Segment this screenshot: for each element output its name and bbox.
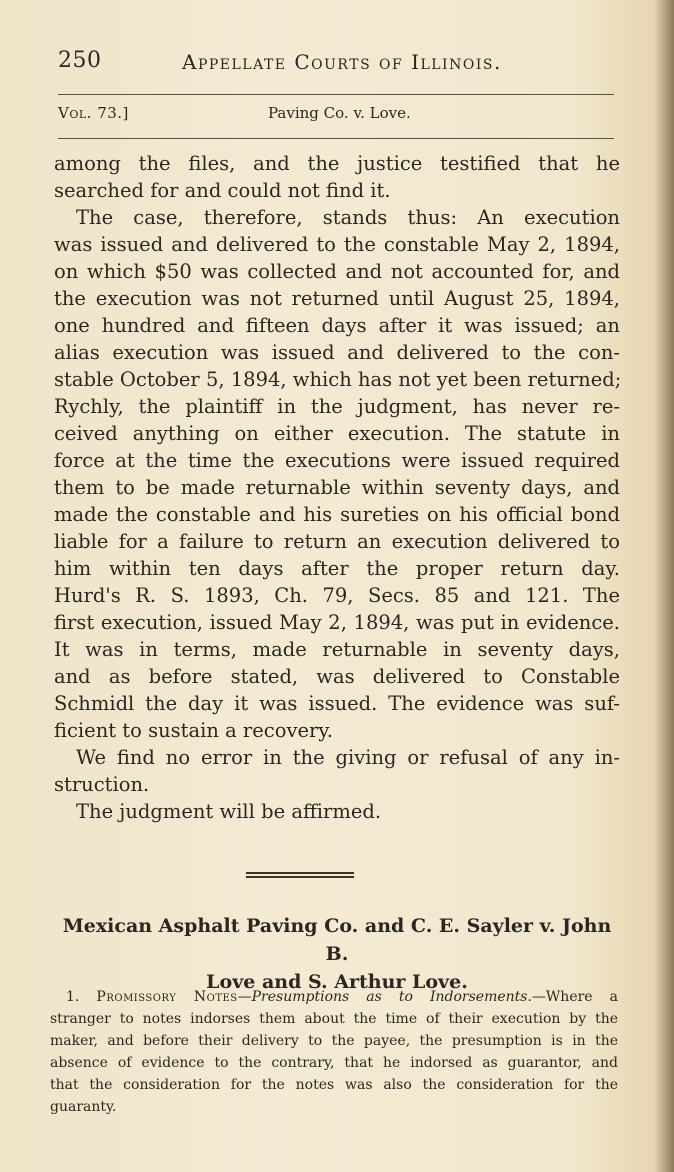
headnote-line: maker, and before their delivery to the payee, the presumption is in the xyxy=(50,1033,618,1049)
opinion-line: We find no error in the giving or refusal of any in- xyxy=(76,746,620,769)
opinion-line: stable October 5, 1894, which has not yet been returned; xyxy=(54,368,622,391)
journal-title: Appellate Courts of Illinois. xyxy=(182,50,502,74)
opinion-line: the execution was not returned until August 25, 1894, xyxy=(54,287,620,310)
opinion-line: searched for and could not find it. xyxy=(54,179,391,202)
headnote-first-line-rest: Where a xyxy=(545,989,618,1005)
opinion-line: Hurd's R. S. 1893, Ch. 79, Secs. 85 and 121. The xyxy=(54,584,620,607)
running-head xyxy=(58,48,520,82)
headnote-line: that the consideration for the notes was also the consideration for the xyxy=(50,1077,618,1093)
case-short-title: Paving Co. v. Love. xyxy=(268,104,411,122)
opinion-line: and as before stated, was delivered to Constable xyxy=(54,665,620,688)
opinion-line: ficient to sustain a recovery. xyxy=(54,719,333,742)
header-rule xyxy=(58,94,614,95)
opinion-text xyxy=(54,150,620,825)
opinion-line: first execution, issued May 2, 1894, was put in evidence. xyxy=(54,611,620,634)
opinion-line: liable for a failure to return an execution delivered to xyxy=(54,530,620,553)
headnote xyxy=(50,986,618,1118)
headnote-line: stranger to notes indorses them about the time of their execution by the xyxy=(50,1011,618,1027)
opinion-line: was issued and delivered to the constable May 2, 1894, xyxy=(54,233,620,256)
opinion-line: them to be made returnable within seventy days, and xyxy=(54,476,620,499)
case-title-line: Love and S. Arthur Love. xyxy=(206,971,468,993)
headnote-subtopic: Presumptions as to Indorsements. xyxy=(251,989,532,1005)
opinion-line: The case, therefore, stands thus: An execution xyxy=(76,206,620,229)
opinion-line: It was in terms, made returnable in seventy days, xyxy=(54,638,620,661)
headnote-topic: Promissory Notes xyxy=(96,989,238,1005)
sub-header xyxy=(58,104,614,128)
headnote-line: guaranty. xyxy=(50,1099,117,1115)
case-title-line: Mexican Asphalt Paving Co. and C. E. Sayler v. John B. xyxy=(62,915,612,965)
opinion-line: The judgment will be affirmed. xyxy=(76,800,382,823)
section-divider xyxy=(246,872,354,878)
sub-header-rule xyxy=(58,138,614,139)
headnote-first-line: 1. Promissory Notes—Presumptions as to Indorsements.—Where a xyxy=(66,989,618,1005)
volume-label: Vol. 73.] xyxy=(58,104,129,122)
opinion-line: among the files, and the justice testified that he xyxy=(54,152,620,175)
opinion-line: alias execution was issued and delivered to the con- xyxy=(54,341,620,364)
opinion-line: Rychly, the plaintiff in the judgment, has never re- xyxy=(54,395,620,418)
opinion-line: one hundred and fifteen days after it was issued; an xyxy=(54,314,620,337)
opinion-line: him within ten days after the proper return day. xyxy=(54,557,620,580)
opinion-line: ceived anything on either execution. The statute in xyxy=(54,422,620,445)
opinion-line: on which $50 was collected and not accounted for, and xyxy=(54,260,620,283)
next-case-title xyxy=(54,912,620,996)
opinion-line: Schmidl the day it was issued. The evidence was suf- xyxy=(54,692,620,715)
opinion-line: force at the time the executions were issued required xyxy=(54,449,620,472)
opinion-line: struction. xyxy=(54,773,150,796)
page-number: 250 xyxy=(58,48,102,73)
headnote-line: absence of evidence to the contrary, that he indorsed as guarantor, and xyxy=(50,1055,618,1071)
headnote-number: 1. xyxy=(66,989,80,1005)
opinion-line: made the constable and his sureties on his official bond xyxy=(54,503,620,526)
